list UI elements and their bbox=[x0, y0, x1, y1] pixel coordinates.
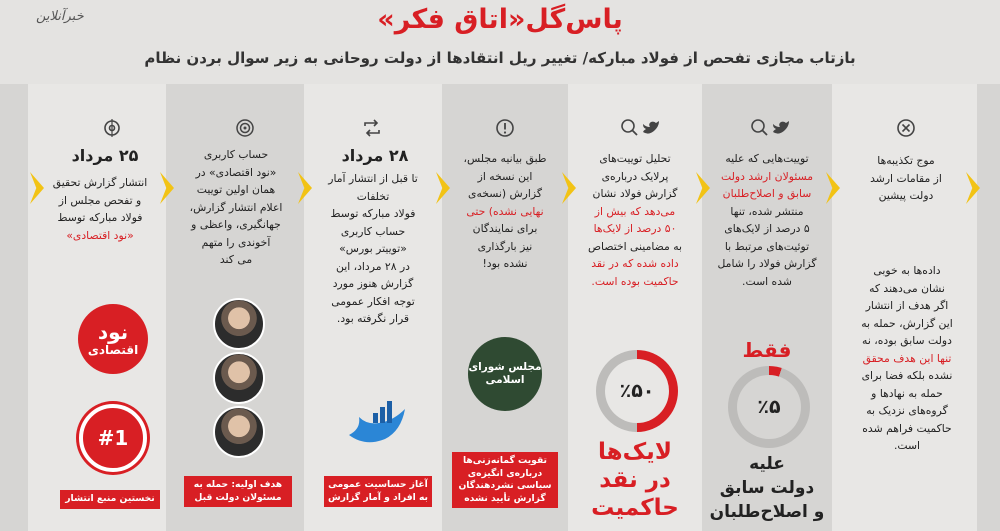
column-7-top-text: موج تکذیبه‌ها از مقامات ارشد دولت پیشین bbox=[870, 154, 942, 202]
search-bird-icon bbox=[748, 116, 792, 140]
close-circle-icon bbox=[894, 116, 918, 140]
percent-ring bbox=[596, 350, 678, 432]
date-label: ۲۵ مرداد bbox=[71, 146, 139, 165]
column-edge-right bbox=[977, 84, 1000, 531]
avatar bbox=[213, 406, 265, 458]
column-edge-left bbox=[0, 84, 28, 531]
date-label: ۲۸ مرداد bbox=[341, 146, 409, 165]
column-4-text: طبق بیانیه مجلس، این نسخه از گزارش (نسخه‌ی نهایی نشده) حتی برای نمایندگان نیز بارگذاری نشده بود! bbox=[463, 152, 547, 270]
parliament-seal: مجلس شورای اسلامی bbox=[468, 337, 542, 411]
column-6-text: توییت‌هایی که علیه مسئولان ارشد دولت سابق و اصلاح‌طلبان منتشر شده، تنها ۵ درصد از لایک‌های توئیت‌های مرتبط با گزارش فولاد را شامل شده است. bbox=[717, 152, 817, 288]
repeat-icon bbox=[360, 116, 384, 140]
target-icon bbox=[100, 116, 124, 140]
column-3-tag: آغاز حساسیت عمومی به افراد و آمار گزارش bbox=[324, 476, 432, 507]
column-5-text: تحلیل توییت‌های پرلایک درباره‌ی گزارش فولاد نشان می‌دهد که بیش از ۵۰ درصد از لایک‌ها به مضامینی اختصاص داده شده که در نقد حاکمیت بوده است. bbox=[587, 152, 683, 288]
highlight-text: علیه دولت سابق و اصلاح‌طلبان bbox=[709, 454, 825, 522]
avatar bbox=[213, 352, 265, 404]
bourse-twitter-logo bbox=[345, 395, 409, 449]
bullseye-icon bbox=[233, 116, 257, 140]
column-2-tag: هدف اولیه: حمله به مسئولان دولت قبل bbox=[184, 476, 292, 507]
percent-value: ٪۵ bbox=[737, 375, 801, 439]
highlight-text: لایک‌ها در نقد حاکمیت bbox=[591, 439, 679, 521]
avatar bbox=[213, 298, 265, 350]
column-2-text: حساب کاربری «نود اقتصادی» در همان اولین توییت اعلام انتشار گزارش، جهانگیری، واعظی و آخوندی را متهم می کند bbox=[189, 148, 283, 266]
brand-logo: خبرآنلاین bbox=[36, 9, 84, 24]
column-4-tag: تقویت گمانه‌زنی‌ها درباره‌ی انگیزه‌ی سیاسی نشردهندگان گزارش تأیید نشده bbox=[452, 452, 558, 508]
column-1-tag: نخستین منبع انتشار bbox=[60, 490, 160, 509]
only-label: فقط bbox=[742, 338, 792, 362]
page-subtitle: بازتاب مجازی تفحص از فولاد مبارکه/ تغییر ریل انتقادها از دولت روحانی به زیر سوال بردن نظام bbox=[144, 49, 856, 67]
column-3-text: تا قبل از انتشار آمار تخلفات فولاد مبارکه توسط حساب کاربری «توییتر بورس» در ۲۸ مرداد، این گزارش هنوز مورد توجه افکار عمومی قرار نگرفته بود. bbox=[328, 172, 418, 325]
column-1-text: انتشار گزارش تحقیق و تفحص مجلس از فولاد مبارکه توسط «نود اقتصادی» bbox=[52, 176, 148, 242]
page-title: پاس‌گل«اتاق فکر» bbox=[377, 4, 623, 35]
rank-badge: #1 bbox=[79, 404, 147, 472]
alert-icon bbox=[493, 116, 517, 140]
percent-value: ٪۵۰ bbox=[605, 359, 669, 423]
percent-ring bbox=[728, 366, 810, 448]
search-bird-icon bbox=[618, 116, 662, 140]
navad-eqtesadi-logo: نود اقتصادی bbox=[78, 304, 148, 374]
column-7-text: داده‌ها به خوبی نشان می‌دهند که اگر هدف از انتشار این گزارش، حمله به دولت سابق بوده، نه تنها این هدف محقق نشده بلکه فضا برای حمله به نهادها و گروه‌های نزدیک به حاکمیت فراهم شده است. bbox=[861, 264, 953, 452]
